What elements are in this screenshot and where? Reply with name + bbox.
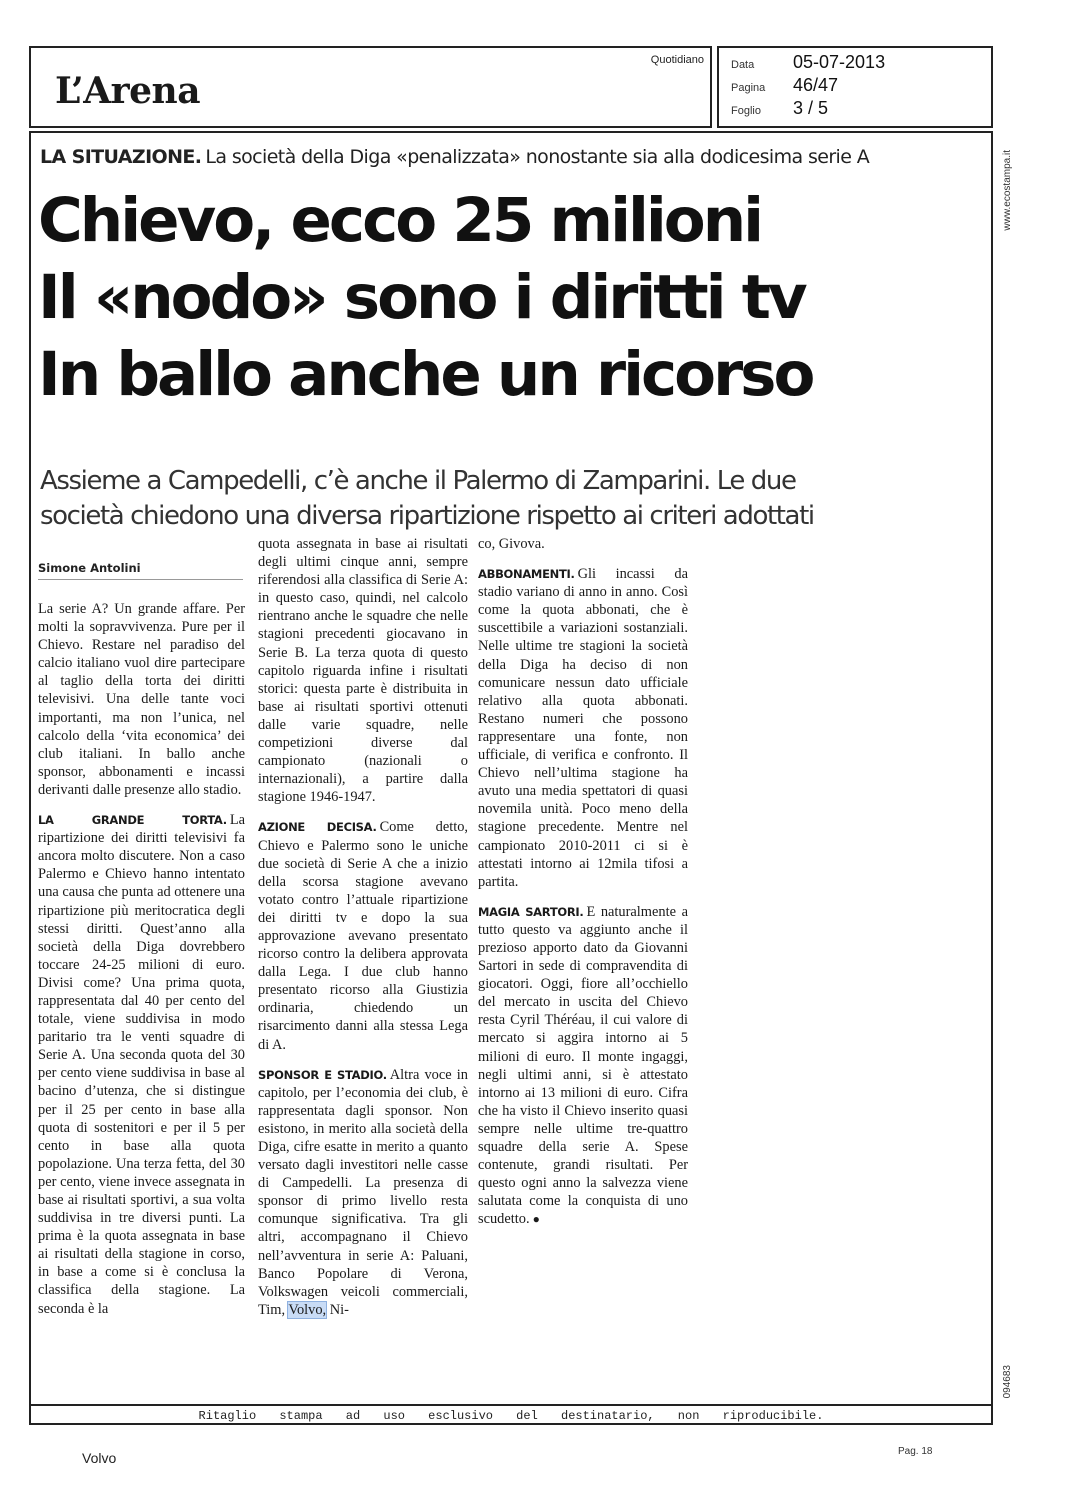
paragraph: AZIONE DECISA. Come detto, Chievo e Palermo sono le uniche due società di Serie A che a inizio della scorsa stagione avevano votato contro l’attuale ripartizione dei diritti tv e dopo la sua approvazione avevano presentato ricorso contro la delibera approvata dalla Lega. I due club hanno presentato ricorso alla Giustizia ordinaria, chiedendo un risarcimento danni alla stessa Lega di A.	[258, 819, 468, 1053]
meta-date-value: 05-07-2013	[793, 52, 886, 72]
article-headline	[38, 182, 968, 413]
article-column-2	[258, 535, 468, 1331]
end-mark-icon: ●	[532, 1212, 540, 1227]
section-heading: ABBONAMENTI.	[478, 567, 575, 582]
section-heading: LA GRANDE TORTA.	[38, 813, 227, 828]
keyword-label: Volvo	[82, 1450, 117, 1466]
paragraph: ABBONAMENTI. Gli incassi da stadio variano di anno in anno. Così come la quota abbonati, che è suscettibile a variazioni sostanziali. Nelle ultime tre stagioni la società della Diga ha deciso di non comunicare nessun dato ufficiale relativo alla quota abbonati. Restano numeri che possono rappresentare una fonte, non ufficiale, di verifica e confronto. Il Chievo nell’ultima stagione ha avuto una media spettatori di quasi novemila unità. Poco meno della stagione precedente. Mentre nel campionato 2010-2011 ci si è attestati intorno ai 12mila tifosi a partita.	[478, 566, 688, 890]
paragraph: La serie A? Un grande affare. Per molti la sopravvivenza. Pure per il Chievo. Restare nel paradiso del calcio italiano vuol dire partecipare al taglio della torta dei diritti televisivi. Una delle tante voci importanti, ma non l’unica, nel calcolo della ‘vita economica’ dei club italiani. In ballo anche sponsor, abbonamenti e incassi derivanti dalle presenze allo stadio.	[38, 601, 245, 798]
article-kicker	[40, 146, 869, 168]
paragraph: LA GRANDE TORTA. La ripartizione dei diritti televisivi fa ancora molto discutere. Non a caso Palermo e Chievo hanno intentato una causa che punta ad ottenere una ripartizione più meritocratica degli stessi diritti. Quest’anno alla società della Diga dovrebbero toccare 24-25 milioni di euro. Divisi come? Una prima quota, rappresentata dal 40 per cento del totale, viene suddivisa in modo paritario tra le venti squadre di Serie A. Una seconda quota del 30 per cento viene suddivisa in base al bacino d’utenza, che si distingue per il 25 per cento in base alla quota di sostenitori e per il 5 per cento in base alla quota popolazione. Una terza fetta, del 30 per cento, viene invece assegnata in base ai risultati sportivi, a sua volta suddivisa in tre diversi punti. La prima è la quota assegnata in base ai risultati della stagione in corso, in base a come si è conclusa la classifica della stagione. La seconda è la	[38, 812, 245, 1317]
subhead-line-2: società chiedono una diversa ripartizione rispetto ai criteri adottati	[40, 501, 814, 531]
headline-line-1: Chievo, ecco 25 milioni	[38, 185, 762, 256]
headline-line-2: Il «nodo» sono i diritti tv	[38, 262, 805, 333]
paragraph: MAGIA SARTORI. E naturalmente a tutto questo va aggiunto anche il prezioso apporto dato da Giovanni Sartori in sede di compravendita di giocatori. Oggi, fiore all’occhiello del mercato in uscita del Chievo resta Cyril Théréau, il cui valore di mercato si aggira intorno ai 5 milioni di euro. Il monte ingaggi, negli ultimi anni, si è attestato intorno ai 13 milioni di euro. Cifra che ha visto il Chievo inserito quasi sempre nelle ultime tre-quattro squadre della serie A. Spese contenute, grandi risultati. Per questo ogni anno la salvezza viene salutata come la conquista di uno scudetto. ●	[478, 903, 688, 1228]
meta-page-value: 46/47	[793, 75, 839, 95]
meta-date-label: Data	[731, 59, 755, 71]
meta-date	[731, 52, 885, 73]
masthead-box	[29, 46, 712, 128]
paragraph: quota assegnata in base ai risultati degli ultimi cinque anni, sempre riferendosi alla classifica di Serie A: in questo caso, quindi, nel calcolo rientrano anche le squadre che nelle stagioni precedenti giocavano in Serie B. La terza quota di questo capitolo riguarda infine i risultati storici: questa parte è distribuita in base ai risultati sportivi ottenuti dalle varie squadre, nelle competizioni diverse dal campionato (nazionali o internazionali), a partire dalla stagione 1946-1947.	[258, 536, 468, 806]
reproduction-notice: Ritaglio stampa ad uso esclusivo del destinatario, non riproducibile.	[29, 1404, 993, 1425]
paragraph: SPONSOR E STADIO. Altra voce in capitolo, per l’economia dei club, è rappresentata dagli sponsor. Non esistono, in merito alla società della Diga, cifre esatte in merito a quanto versato dagli investitori nelle casse di Campedelli. La presenza di sponsor di primo livello resta comunque significativa. Tra gli altri, accompagnano il Chievo nell’avventura in serie A: Paluani, Banco Popolare di Verona, Volkswagen veicoli commerciali, Tim, Volvo, Ni-	[258, 1066, 469, 1318]
meta-sheet-value: 3 / 5	[793, 98, 829, 118]
article-column-1	[38, 600, 245, 1330]
article-column-3	[478, 535, 688, 1240]
meta-page-label: Pagina	[731, 82, 766, 94]
page-number: Pag. 18	[898, 1446, 933, 1457]
section-heading: SPONSOR E STADIO.	[258, 1067, 387, 1082]
section-heading: AZIONE DECISA.	[258, 820, 377, 835]
section-heading: MAGIA SARTORI.	[478, 904, 584, 919]
meta-sheet	[731, 98, 828, 119]
meta-page	[731, 75, 838, 96]
kicker-text: La società della Diga «penalizzata» nonostante sia alla dodicesima serie A	[205, 146, 870, 168]
keyword-highlight: Volvo,	[288, 1301, 327, 1318]
side-url: www.ecostampa.it	[1002, 150, 1013, 231]
meta-sheet-label: Foglio	[731, 105, 761, 117]
headline-line-3: In ballo anche un ricorso	[38, 339, 813, 410]
frequency-label: Quotidiano	[650, 54, 704, 66]
newspaper-logo: L’Arena	[55, 70, 201, 112]
paragraph: co, Givova.	[478, 536, 545, 552]
metadata-box	[717, 46, 993, 128]
article-subhead	[40, 464, 970, 534]
subhead-line-1: Assieme a Campedelli, c’è anche il Palermo di Zamparini. Le due	[40, 466, 796, 496]
byline: Simone Antolini	[38, 561, 243, 580]
kicker-label: LA SITUAZIONE.	[40, 146, 202, 168]
side-code: 094683	[1002, 1365, 1013, 1399]
